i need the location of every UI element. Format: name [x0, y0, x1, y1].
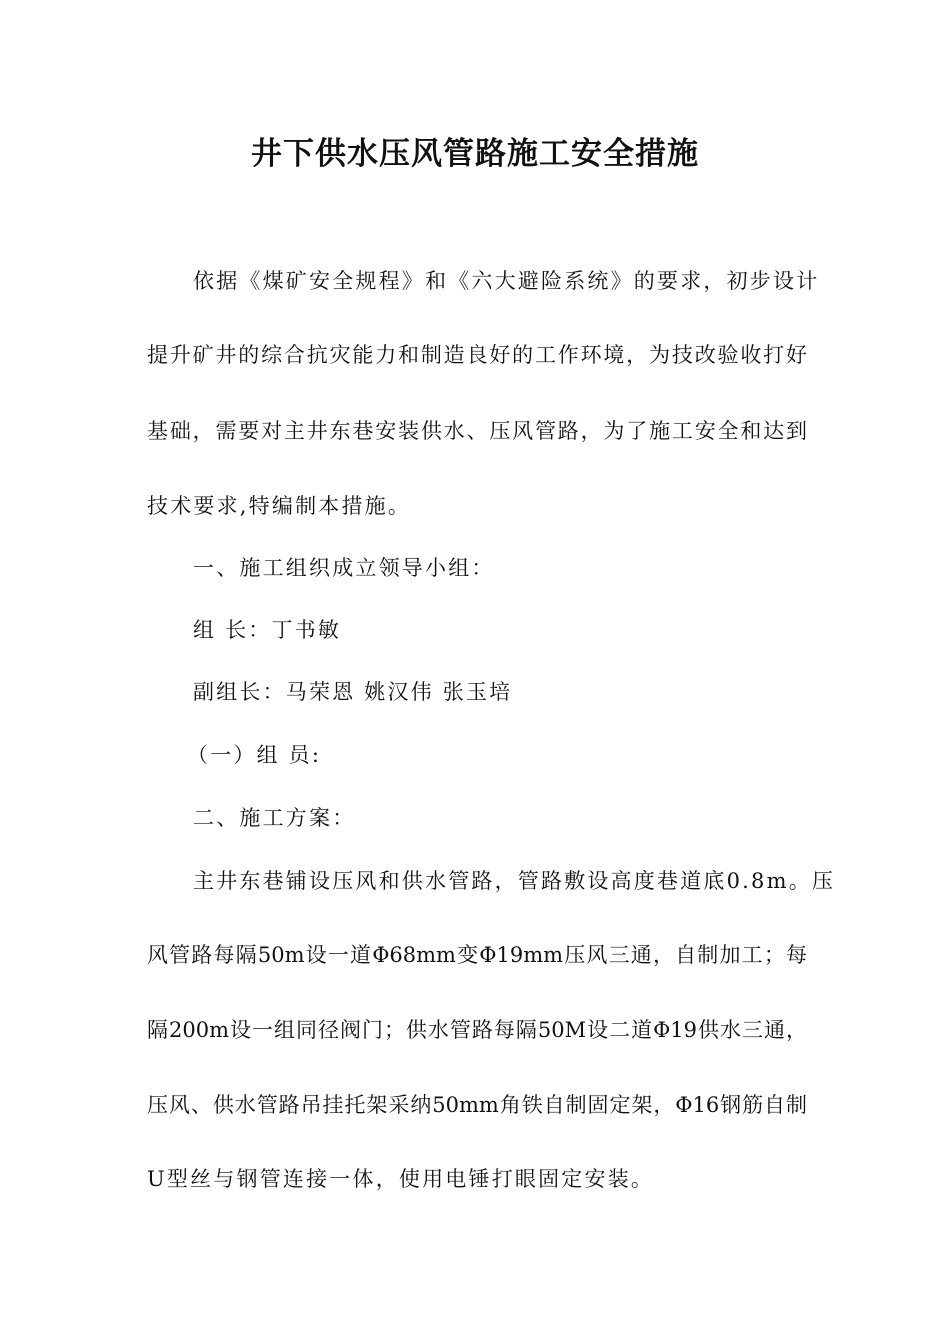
paragraph-line: 主井东巷铺设压风和供水管路，管路敷设高度巷道底0.8m。压 — [193, 869, 836, 893]
members-line: （一）组 员: — [187, 743, 322, 767]
section-heading: 一、施工组织成立领导小组： — [193, 556, 495, 580]
deputy-leader-line: 副组长：马荣恩 姚汉伟 张玉培 — [193, 680, 513, 704]
paragraph-line: 隔200m设一组同径阀门；供水管路每隔50M设二道Φ19供水三通， — [147, 1018, 807, 1042]
paragraph-line: 风管路每隔50m设一道Φ68mm变Φ19mm压风三通，自制加工；每 — [147, 943, 807, 967]
paragraph-line: 依据《煤矿安全规程》和《六大避险系统》的要求，初步设计 — [193, 269, 820, 293]
team-leader-line: 组 长：丁书敏 — [193, 618, 342, 642]
paragraph-line: 压风、供水管路吊挂托架采纳50mm角铁自制固定架，Φ16钢筋自制 — [147, 1093, 807, 1117]
paragraph-line: 提升矿井的综合抗灾能力和制造良好的工作环境，为技改验收打好 — [147, 343, 807, 367]
section-heading: 二、施工方案： — [193, 806, 356, 830]
paragraph-line: 技术要求,特编制本措施。 — [147, 494, 412, 518]
paragraph-line: 基础，需要对主井东巷安装供水、压风管路，为了施工安全和达到 — [147, 419, 807, 443]
document-title: 井下供水压风管路施工安全措施 — [251, 136, 699, 172]
paragraph-line: U型丝与钢管连接一体，使用电锤打眼固定安装。 — [147, 1167, 655, 1191]
